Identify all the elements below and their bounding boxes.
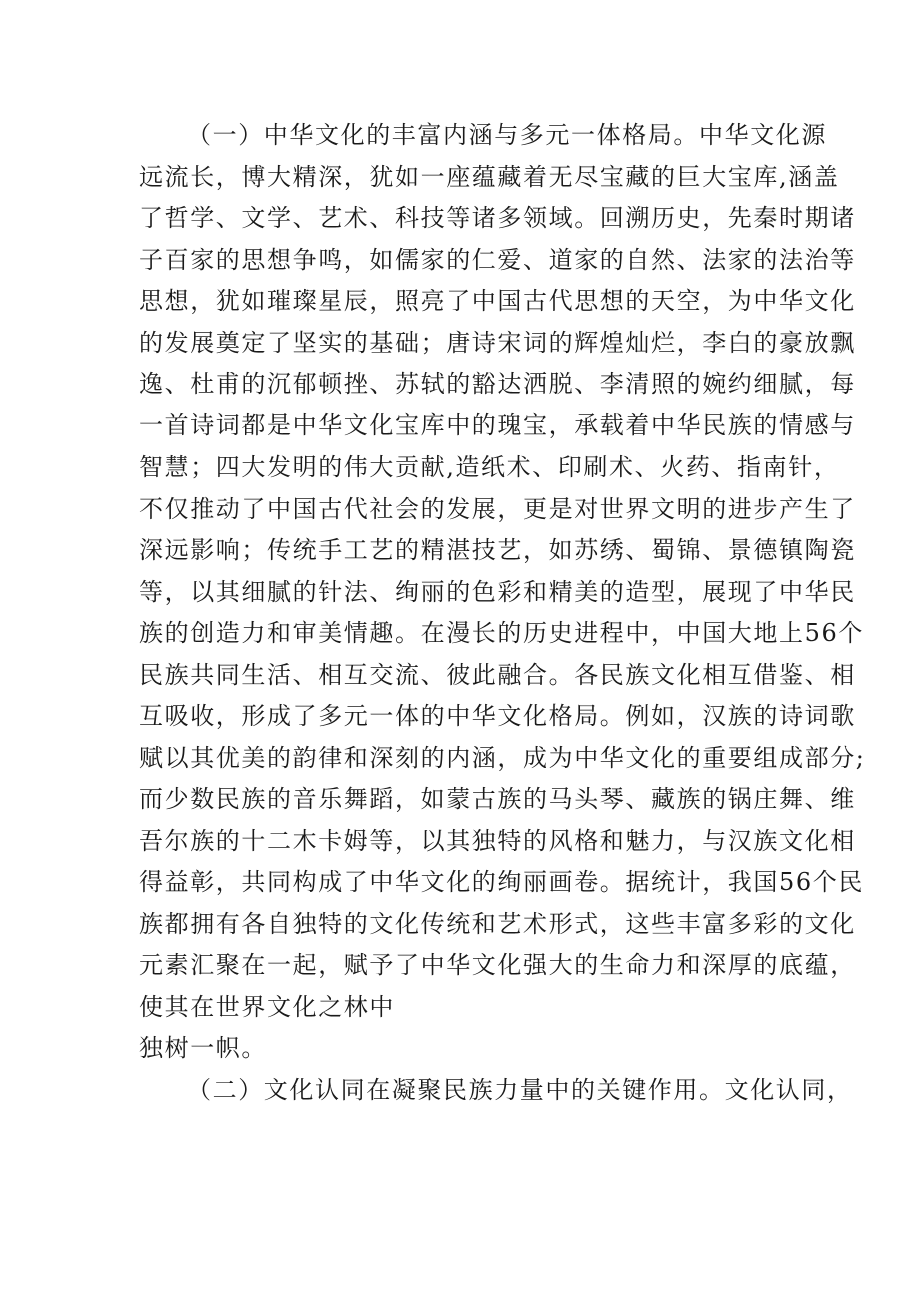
paragraph-1-line-22: 使其在世界文化之林中 xyxy=(139,993,395,1021)
paragraph-1-line-21: 元素汇聚在一起，赋予了中华文化强大的生命力和深厚的底蕴， xyxy=(139,951,856,979)
paragraph-1-line-1: （一）中华文化的丰富内涵与多元一体格局。中华文化源 xyxy=(187,121,827,149)
paragraph-1-line-2: 远流长，博大精深，犹如一座蕴藏着无尽宝藏的巨大宝库,涵盖 xyxy=(139,163,840,191)
paragraph-2-line-1: （二）文化认同在凝聚民族力量中的关键作用。文化认同， xyxy=(187,1076,853,1104)
paragraph-1-line-3: 了哲学、文学、艺术、科技等诸多领域。回溯历史，先秦时期诸 xyxy=(139,204,856,232)
paragraph-1-line-20: 族都拥有各自独特的文化传统和艺术形式，这些丰富多彩的文化 xyxy=(139,910,856,938)
paragraph-1-line-15: 互吸收，形成了多元一体的中华文化格局。例如，汉族的诗词歌 xyxy=(139,702,856,730)
paragraph-1-line-10: 不仅推动了中国古代社会的发展，更是对世界文明的进步产生了 xyxy=(139,495,856,523)
paragraph-1-line-8: 一首诗词都是中华文化宝库中的瑰宝，承载着中华民族的情感与 xyxy=(139,411,856,439)
paragraph-1-line-13: 族的创造力和审美情趣。在漫长的历史进程中，中国大地上56个 xyxy=(139,619,864,647)
paragraph-1-line-19: 得益彰，共同构成了中华文化的绚丽画卷。据统计，我国56个民 xyxy=(139,868,864,896)
paragraph-1-line-18: 吾尔族的十二木卡姆等，以其独特的风格和魅力，与汉族文化相 xyxy=(139,827,856,855)
paragraph-1-line-6: 的发展奠定了坚实的基础；唐诗宋词的辉煌灿烂，李白的豪放飘 xyxy=(139,329,856,357)
paragraph-1-line-14: 民族共同生活、相互交流、彼此融合。各民族文化相互借鉴、相 xyxy=(139,661,856,689)
paragraph-1-line-16: 赋以其优美的韵律和深刻的内涵，成为中华文化的重要组成部分; xyxy=(139,744,866,772)
paragraph-1-line-12: 等，以其细腻的针法、绚丽的色彩和精美的造型，展现了中华民 xyxy=(139,578,856,606)
paragraph-1-line-5: 思想，犹如璀璨星辰，照亮了中国古代思想的天空，为中华文化 xyxy=(139,287,856,315)
paragraph-1-line-7: 逸、杜甫的沉郁顿挫、苏轼的豁达洒脱、李清照的婉约细腻，每 xyxy=(139,370,856,398)
paragraph-1-line-4: 子百家的思想争鸣，如儒家的仁爱、道家的自然、法家的法治等 xyxy=(139,246,856,274)
paragraph-1-line-17: 而少数民族的音乐舞蹈，如蒙古族的马头琴、藏族的锅庄舞、维 xyxy=(139,785,856,813)
paragraph-1-line-11: 深远影响；传统手工艺的精湛技艺，如苏绣、蜀锦、景德镇陶瓷 xyxy=(139,536,856,564)
paragraph-1-line-9: 智慧；四大发明的伟大贡献,造纸术、印刷术、火药、指南针， xyxy=(139,453,840,481)
paragraph-1-line-23: 独树一帜。 xyxy=(139,1034,267,1062)
